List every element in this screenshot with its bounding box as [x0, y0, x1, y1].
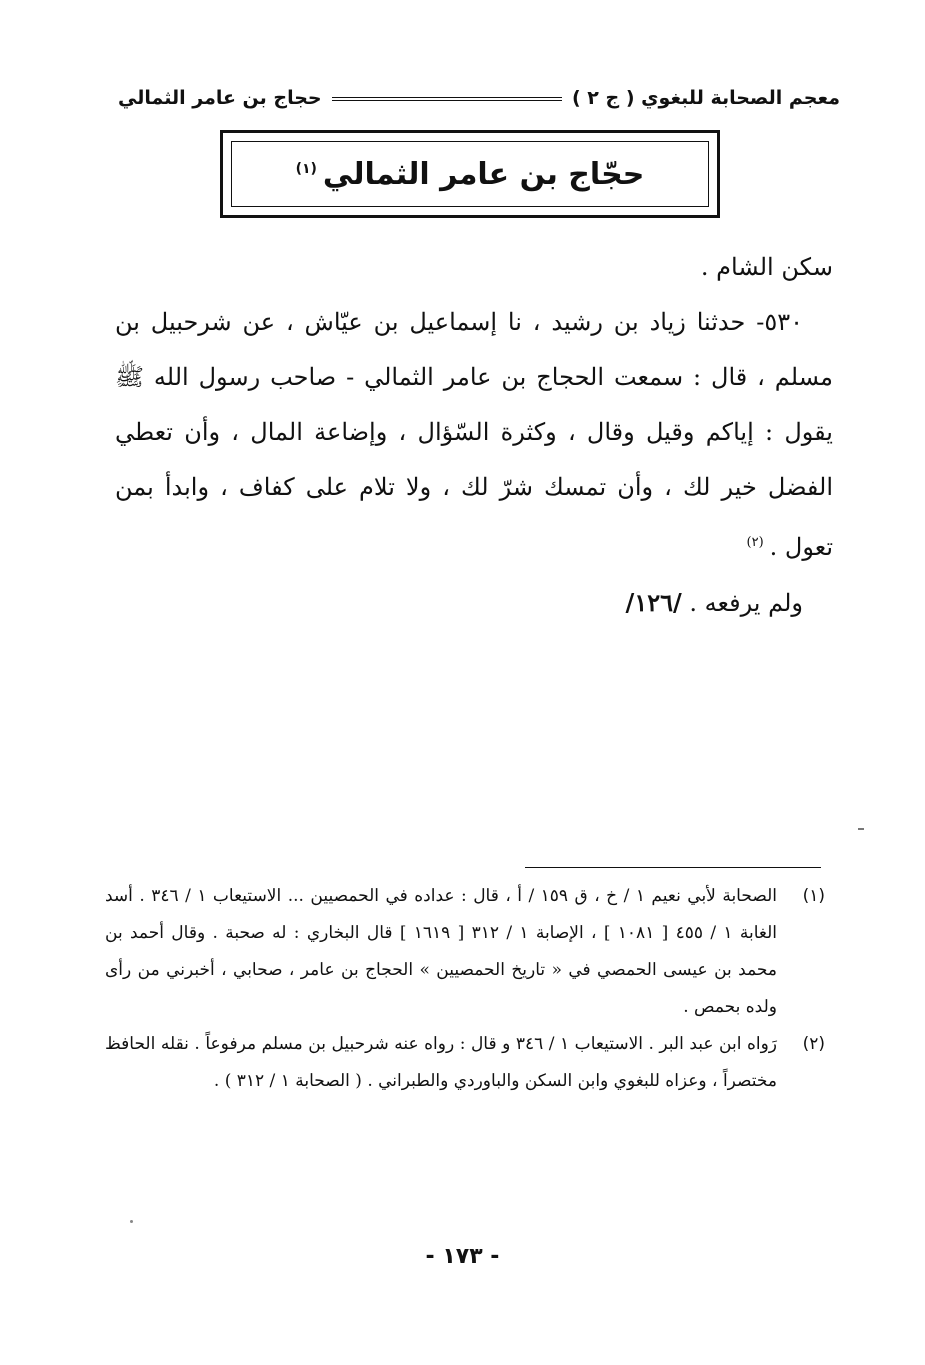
title-footnote-ref: (١) [295, 160, 317, 177]
entry-body [115, 240, 833, 631]
header-entry-title: حجاج بن عامر الثمالي [118, 87, 322, 109]
footnote-number: (٢) [802, 1034, 825, 1054]
hadith-paragraph [115, 295, 833, 575]
footnote-item [105, 1026, 825, 1100]
footnote-text: رَواه ابن عبد البر . الاستيعاب ١ / ٣٤٦ و قال : رواه عنه شرحبيل بن مسلم مرفوعاً . نقله الحافظ مختصراً ، وعزاه للبغوي وابن السكن والباوردي والطبراني . ( الصحابة ١ / ٣١٢ ) . [105, 1034, 778, 1091]
intro-line: سكن الشام . [700, 253, 833, 281]
footnote-separator [525, 867, 821, 868]
hadith-text: ٥٣٠- حدثنا زياد بن رشيد ، نا إسماعيل بن عيّاش ، عن شرحبيل بن مسلم ، قال : سمعت الحجاج بن عامر الثمالي - صاحب رسول الله ﷺ يقول : إياكم وقيل وقال ، وكثرة السّؤال ، وإضاعة المال ، وأن تعطي الفضل خير لك ، وأن تمسك شرّ لك ، ولا تلام على كفاف ، وابدأ بمن تعول . [115, 308, 833, 561]
closing-line [115, 575, 833, 631]
footnotes [105, 878, 825, 1100]
hadith-footnote-ref: (٢) [746, 535, 764, 550]
header-book-title: معجم الصحابة للبغوي ( ج ٢ ) [571, 87, 840, 109]
header-rule [332, 97, 562, 101]
footnote-text: الصحابة لأبي نعيم ١ / خ ، ق ١٥٩ / أ ، قال : عداده في الحمصيين ... الاستيعاب ١ / ٣٤٦ . أسد الغابة ١ / ٤٥٥ [ ١٠٨١ ] ، الإصابة ١ / ٣١٢ [ ١٦١٩ ] قال البخاري : له صحبة . وقال أحمد بن محمد بن عيسى الحمصي في « تاريخ الحمصيين » الحجاج بن عامر ، صحابي ، أخبرني من رأى ولده بحمص . [105, 886, 777, 1017]
manuscript-page-ref: /١٢٦/ [625, 588, 682, 617]
margin-mark [858, 828, 864, 830]
entry-title-box [220, 130, 720, 218]
closing-text: ولم يرفعه . [689, 589, 803, 617]
running-header [118, 80, 840, 116]
entry-title [296, 157, 645, 192]
page-number: - ١٧٣ - [425, 1244, 500, 1269]
footnote-number: (١) [802, 886, 825, 906]
entry-title-text: حجّاج بن عامر الثمالي [322, 156, 645, 192]
footnote-item [105, 878, 825, 1026]
scan-speck [130, 1220, 133, 1223]
